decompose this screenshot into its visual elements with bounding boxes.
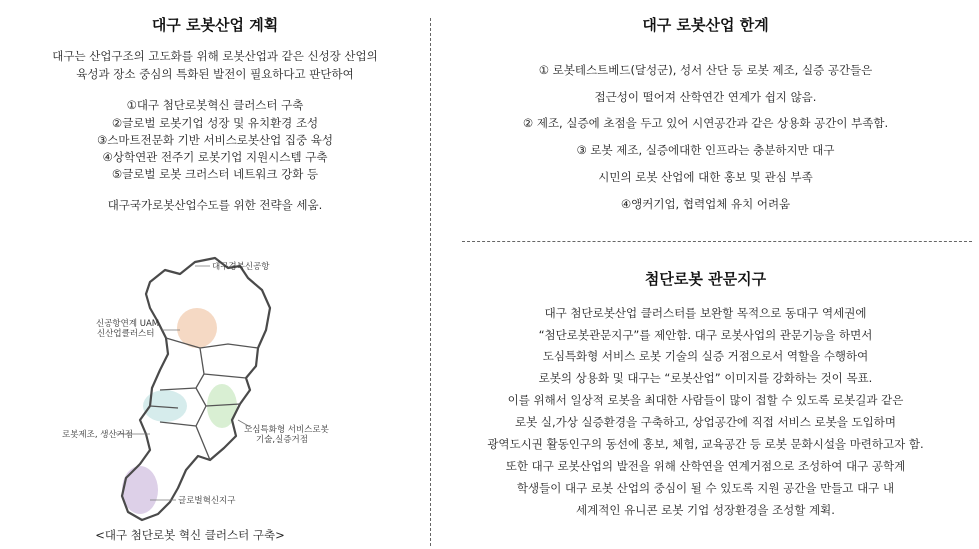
limits-line: 접근성이 떨어져 산학연간 연계가 쉽지 않음. [594, 90, 817, 104]
plan-intro-line: 대구는 산업구조의 고도화를 위해 로봇산업과 같은 신성장 산업의 [52, 49, 378, 63]
gateway-line: 로봇 실,가상 실증환경을 구축하고, 상업공간에 직접 서비스 로봇을 도입하며 [515, 415, 896, 429]
gateway-line: 대구 첨단로봇산업 클러스터를 보완할 목적으로 동대구 역세권에 [544, 306, 867, 320]
gateway-title: 첨단로봇 관문지구 [644, 270, 767, 288]
gateway-line: 도심특화형 서비스 로봇 기술의 실증 거점으로서 역할을 수행하여 [542, 349, 869, 363]
gateway-line: “첨단로봇관문지구”를 제안함. 대구 로봇사업의 관문기능을 하면서 [538, 328, 873, 342]
limits-line: ④앵커기업, 협력업체 유치 어려움 [620, 197, 791, 211]
plan-conclusion: 대구국가로봇산업수도를 위한 전략을 세움. [107, 198, 323, 212]
limits-title: 대구 로봇산업 한계 [642, 16, 769, 34]
plan-item: ②글로벌 로봇기업 성장 및 유치환경 조성 [111, 116, 319, 130]
plan-item: ⑤글로벌 로봇 크러스터 네트워크 강화 등 [111, 167, 319, 181]
limits-line: ① 로봇테스트베드(달성군), 성서 산단 등 로봇 제조, 실증 공간들은 [538, 63, 873, 77]
plan-title: 대구 로봇산업 계획 [151, 16, 279, 34]
leader-lines [116, 266, 252, 500]
map-label-service: 기술,실증거점 [256, 435, 308, 445]
gateway-line: 세계적인 유니콘 로봇 기업 성장환경을 조성할 계획. [576, 503, 835, 517]
vertical-divider [430, 18, 431, 546]
uam-cluster-zone [177, 308, 217, 348]
plan-item: ④상학연관 전주기 로봇기업 지원시스템 구축 [102, 150, 328, 164]
gateway-line: 로봇의 상용화 및 대구는 “로봇산업” 이미지를 강화하는 것이 목표. [538, 371, 873, 385]
horizontal-divider [462, 241, 972, 242]
map-caption: <대구 첨단로봇 혁신 클러스터 구축> [95, 528, 285, 542]
plan-intro-line: 육성과 장소 중심의 특화된 발전이 필요하다고 판단하여 [76, 67, 354, 81]
map-label-service: 도심특화형 서비스로봇 [244, 425, 329, 435]
map-label-manufacture: 로봇제조, 생산거점 [62, 430, 134, 440]
gateway-line: 또한 대구 로봇산업의 발전을 위해 산학연을 연계거점으로 조성하여 대구 공학계 [505, 459, 906, 473]
daegu-cluster-map [0, 238, 430, 548]
global-innovation-zone [122, 466, 158, 514]
gateway-line: 이를 위해서 일상적 로봇을 최대한 사람들이 많이 접할 수 있도록 로봇길과 같은 [507, 393, 904, 407]
plan-item: ①대구 첨단로봇혁신 클러스터 구축 [126, 98, 304, 112]
limits-line: ② 제조, 실증에 초점을 두고 있어 시연공간과 같은 상용화 공간이 부족함. [522, 116, 889, 130]
map-label-airport: 대구경북신공항 [212, 262, 270, 272]
map-label-global: 글로벌혁신지구 [178, 496, 236, 506]
plan-item: ③스마트전문화 기반 서비스로봇산업 집중 육성 [96, 133, 333, 147]
limits-line: 시민의 로봇 산업에 대한 홍보 및 관심 부족 [598, 170, 813, 184]
gateway-line: 광역도시권 활동인구의 동선에 홍보, 체험, 교육공간 등 로봇 문화시설을 마련하고자 함. [487, 437, 924, 451]
gateway-line: 학생들이 대구 로봇 산업의 중심이 될 수 있도록 지원 공간을 만들고 대구 내 [516, 481, 895, 495]
map-label-uam: 신산업클러스터 [97, 329, 155, 339]
map-label-uam: 신공항연계 UAM [96, 319, 160, 329]
limits-line: ③ 로봇 제조, 실증에대한 인프라는 충분하지만 대구 [576, 143, 835, 157]
